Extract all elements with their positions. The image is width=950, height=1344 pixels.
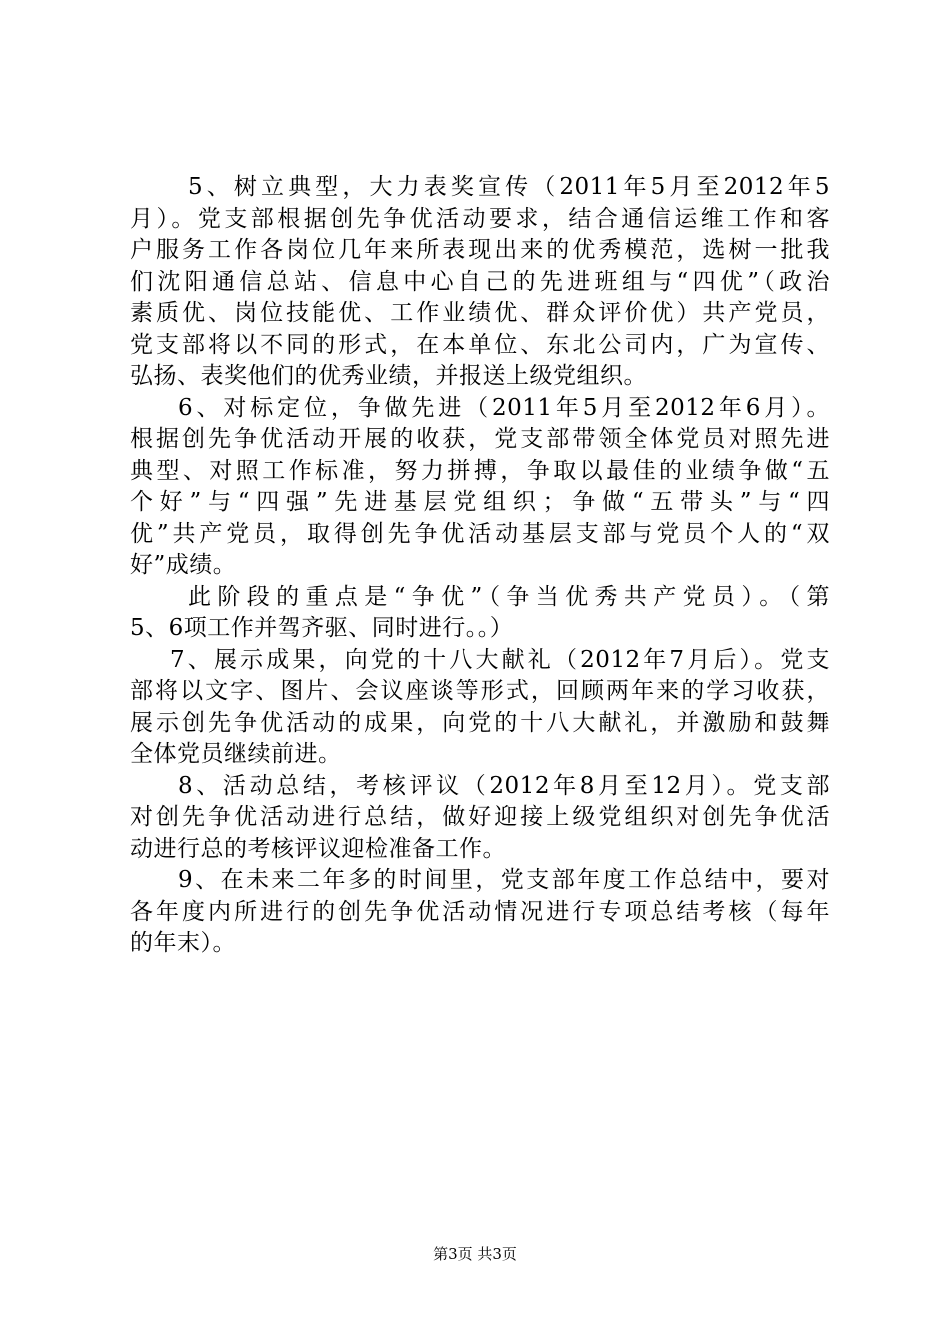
text-line: 素质优、岗位技能优、工作业绩优、群众评价优）共产党员，	[130, 300, 830, 326]
text-line: 月）。党支部根据创先争优活动要求，结合通信运维工作和客	[130, 205, 830, 232]
text-line: 各年度内所进行的创先争优活动情况进行专项总结考核（每年	[130, 898, 830, 925]
text-line: 7、展示成果，向党的十八大献礼（2012年7月后）。党支	[170, 646, 830, 673]
text-line: 8、活动总结，考核评议（2012年8月至12月）。党支部	[178, 772, 830, 799]
text-line: 5、6项工作并驾齐驱、同时进行。。）	[130, 615, 514, 641]
paragraph-9-annual	[130, 865, 830, 960]
document-body	[130, 172, 830, 960]
text-line: 5、树立典型，大力表奖宣传（2011年5月至2012年5	[188, 174, 830, 200]
text-line: 此阶段的重点是“争优”（争当优秀共产党员）。（第	[188, 583, 830, 610]
paragraph-8-summary	[130, 771, 830, 866]
text-line: 6、对标定位，争做先进（2011年5月至2012年6月）。	[178, 394, 830, 421]
text-line: 展示创先争优活动的成果，向党的十八大献礼，并激励和鼓舞	[130, 709, 830, 736]
text-line: 部将以文字、图片、会议座谈等形式，回顾两年来的学习收获，	[130, 678, 830, 704]
text-line: 好”成绩。	[130, 552, 237, 578]
text-line: 的年末）。	[130, 930, 236, 956]
text-line: 根据创先争优活动开展的收获，党支部带领全体党员对照先进	[130, 426, 830, 452]
text-line: 动进行总的考核评议迎检准备工作。	[130, 835, 506, 862]
paragraph-5-typical	[130, 172, 830, 393]
text-line: 9、在未来二年多的时间里，党支部年度工作总结中，要对	[178, 867, 830, 893]
paragraph-stage-focus	[130, 582, 830, 645]
text-line: 弘扬、表奖他们的优秀业绩，并报送上级党组织。	[130, 363, 647, 389]
paragraph-6-benchmark	[130, 393, 830, 582]
text-line: 党支部将以不同的形式，在本单位、东北公司内，广为宣传、	[130, 331, 830, 358]
text-line: 们沈阳通信总站、信息中心自己的先进班组与“四优”（政治	[130, 268, 830, 295]
paragraph-7-showcase	[130, 645, 830, 771]
text-line: 户服务工作各岗位几年来所表现出来的优秀模范，选树一批我	[130, 237, 830, 263]
page-footer	[0, 1244, 950, 1264]
text-line: 个好”与“四强”先进基层党组织；争做“五带头”与“四	[130, 489, 830, 515]
text-line: 优”共产党员，取得创先争优活动基层支部与党员个人的“双	[130, 520, 830, 547]
text-line: 对创先争优活动进行总结，做好迎接上级党组织对创先争优活	[130, 804, 830, 830]
page-number-label: 第3页 共3页	[433, 1245, 517, 1263]
text-line: 全体党员继续前进。	[130, 741, 342, 767]
text-line: 典型、对照工作标准，努力拼搏，争取以最佳的业绩争做“五	[130, 457, 830, 484]
